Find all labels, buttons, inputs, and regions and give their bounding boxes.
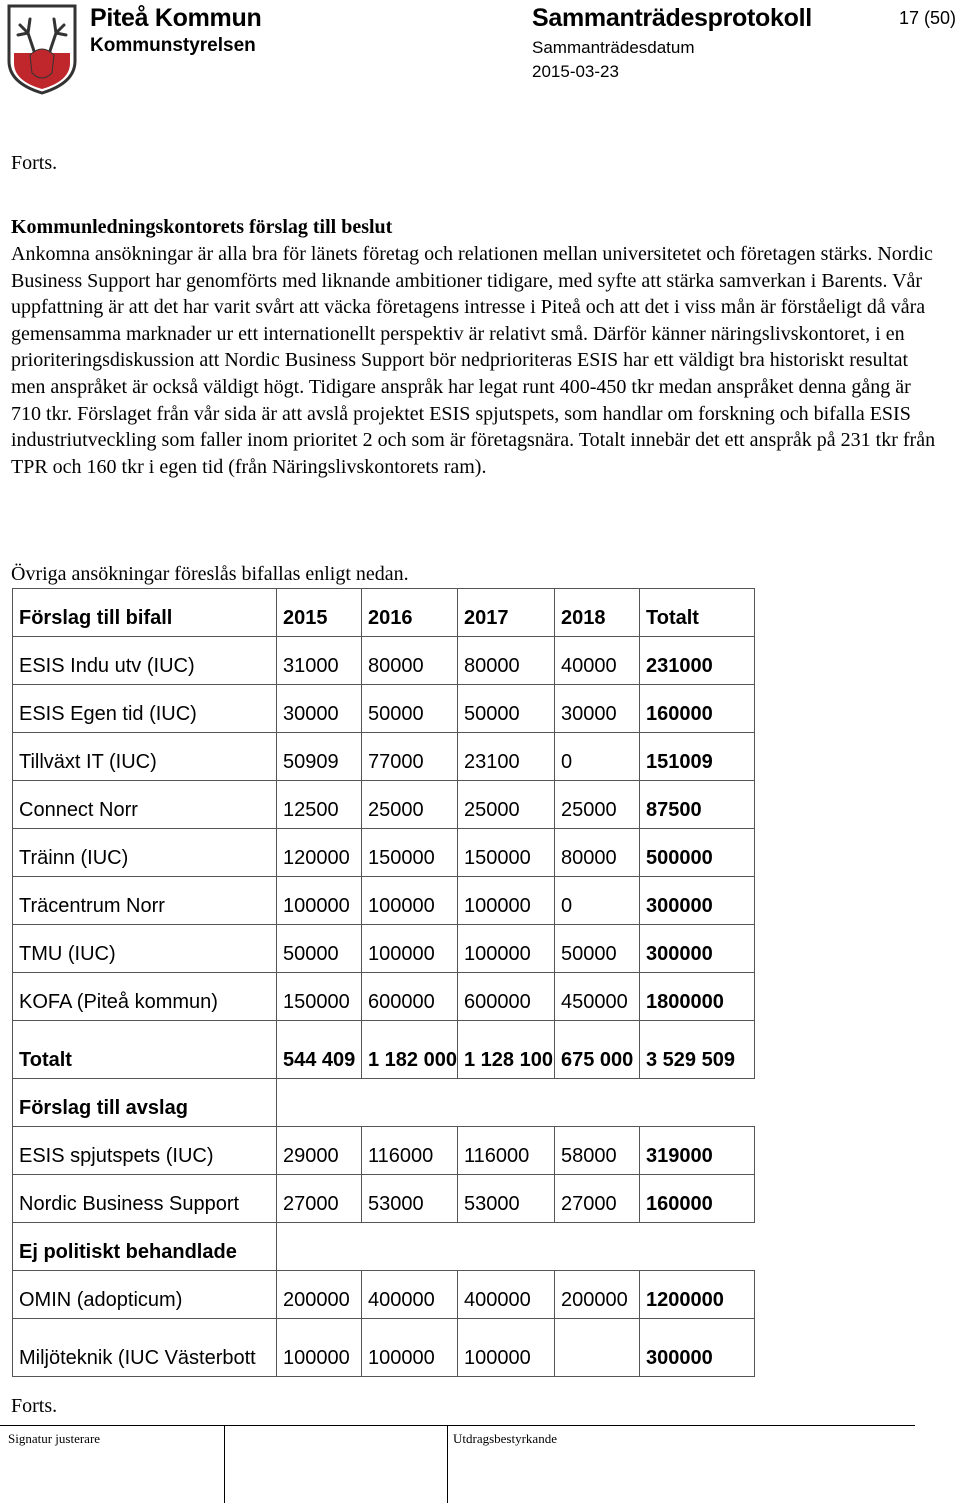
- value-cell: 50909: [277, 733, 362, 781]
- empty-cell: [555, 1223, 640, 1271]
- value-cell: 116000: [458, 1127, 555, 1175]
- value-cell: 160000: [640, 685, 755, 733]
- value-cell: 100000: [458, 1319, 555, 1377]
- value-cell: 231000: [640, 637, 755, 685]
- value-cell: 675 000: [555, 1021, 640, 1079]
- value-cell: 300000: [640, 1319, 755, 1377]
- value-cell: 319000: [640, 1127, 755, 1175]
- value-cell: 2018: [555, 589, 640, 637]
- row-label-cell: ESIS spjutspets (IUC): [13, 1127, 277, 1175]
- empty-cell: [277, 1079, 362, 1127]
- value-cell: 100000: [458, 877, 555, 925]
- total-row: [13, 1021, 755, 1079]
- value-cell: 400000: [458, 1271, 555, 1319]
- row-label-cell: ESIS Egen tid (IUC): [13, 685, 277, 733]
- table-row: [13, 733, 755, 781]
- value-cell: 300000: [640, 877, 755, 925]
- value-cell: Totalt: [640, 589, 755, 637]
- value-cell: 30000: [555, 685, 640, 733]
- value-cell: 0: [555, 733, 640, 781]
- value-cell: 0: [555, 877, 640, 925]
- table-row: [13, 781, 755, 829]
- value-cell: 1 182 000: [362, 1021, 458, 1079]
- funding-table-body: [13, 589, 755, 1377]
- value-cell: 53000: [458, 1175, 555, 1223]
- value-cell: 58000: [555, 1127, 640, 1175]
- value-cell: 30000: [277, 685, 362, 733]
- table-row: [13, 1127, 755, 1175]
- value-cell: 200000: [555, 1271, 640, 1319]
- table-row: [13, 1319, 755, 1377]
- value-cell: 3 529 509: [640, 1021, 755, 1079]
- section-heading: Kommunledningskontorets förslag till beslut: [11, 216, 393, 238]
- row-label-cell: OMIN (adopticum): [13, 1271, 277, 1319]
- meeting-date: 2015-03-23: [532, 62, 619, 81]
- value-cell: 27000: [277, 1175, 362, 1223]
- value-cell: 100000: [458, 925, 555, 973]
- value-cell: 25000: [555, 781, 640, 829]
- value-cell: 2016: [362, 589, 458, 637]
- table-row: [13, 1271, 755, 1319]
- value-cell: 31000: [277, 637, 362, 685]
- row-label-cell: ESIS Indu utv (IUC): [13, 637, 277, 685]
- continued-label-bottom: Forts.: [11, 1395, 58, 1417]
- value-cell: 1800000: [640, 973, 755, 1021]
- value-cell: [555, 1319, 640, 1377]
- value-cell: 300000: [640, 925, 755, 973]
- value-cell: 80000: [362, 637, 458, 685]
- value-cell: 150000: [362, 829, 458, 877]
- value-cell: 100000: [277, 1319, 362, 1377]
- row-label-cell: Tillväxt IT (IUC): [13, 733, 277, 781]
- extract-certification-label: Utdragsbestyrkande: [453, 1431, 557, 1446]
- section-heading-cell: Förslag till avslag: [13, 1079, 277, 1127]
- page-number: 17 (50): [899, 8, 957, 28]
- table-row: [13, 637, 755, 685]
- footer-divider: [224, 1425, 225, 1503]
- empty-cell: [640, 1223, 755, 1271]
- row-label-cell: Träinn (IUC): [13, 829, 277, 877]
- footer-rule: [0, 1425, 915, 1426]
- document-title: Sammanträdesprotokoll: [532, 4, 812, 32]
- value-cell: 450000: [555, 973, 640, 1021]
- empty-cell: [555, 1079, 640, 1127]
- value-cell: 600000: [362, 973, 458, 1021]
- row-label-cell: TMU (IUC): [13, 925, 277, 973]
- value-cell: 50000: [555, 925, 640, 973]
- continued-label: Forts.: [11, 152, 58, 174]
- row-label-cell: Träcentrum Norr: [13, 877, 277, 925]
- value-cell: 116000: [362, 1127, 458, 1175]
- row-label-cell: Miljöteknik (IUC Västerbott: [13, 1319, 277, 1377]
- value-cell: 500000: [640, 829, 755, 877]
- table-row: [13, 1175, 755, 1223]
- empty-cell: [362, 1079, 458, 1127]
- value-cell: 1 128 100: [458, 1021, 555, 1079]
- footer-divider: [447, 1425, 448, 1503]
- value-cell: 53000: [362, 1175, 458, 1223]
- signature-label: Signatur justerare: [8, 1431, 101, 1446]
- value-cell: 150000: [458, 829, 555, 877]
- value-cell: 12500: [277, 781, 362, 829]
- empty-cell: [458, 1079, 555, 1127]
- value-cell: 100000: [362, 925, 458, 973]
- value-cell: 150000: [277, 973, 362, 1021]
- empty-cell: [640, 1079, 755, 1127]
- table-header-row: [13, 589, 755, 637]
- value-cell: 544 409: [277, 1021, 362, 1079]
- value-cell: 600000: [458, 973, 555, 1021]
- unhandled-heading-row: [13, 1223, 755, 1271]
- value-cell: 100000: [277, 877, 362, 925]
- empty-cell: [458, 1223, 555, 1271]
- value-cell: 100000: [362, 1319, 458, 1377]
- value-cell: 87500: [640, 781, 755, 829]
- row-label-cell: Förslag till bifall: [13, 589, 277, 637]
- section-heading-cell: Ej politiskt behandlade: [13, 1223, 277, 1271]
- value-cell: 77000: [362, 733, 458, 781]
- value-cell: 200000: [277, 1271, 362, 1319]
- empty-cell: [277, 1223, 362, 1271]
- table-row: [13, 973, 755, 1021]
- value-cell: 40000: [555, 637, 640, 685]
- value-cell: 25000: [458, 781, 555, 829]
- table-row: [13, 877, 755, 925]
- row-label-cell: Totalt: [13, 1021, 277, 1079]
- value-cell: 23100: [458, 733, 555, 781]
- value-cell: 2017: [458, 589, 555, 637]
- funding-table: [12, 588, 755, 1377]
- row-label-cell: KOFA (Piteå kommun): [13, 973, 277, 1021]
- value-cell: 120000: [277, 829, 362, 877]
- value-cell: 29000: [277, 1127, 362, 1175]
- row-label-cell: Connect Norr: [13, 781, 277, 829]
- value-cell: 80000: [458, 637, 555, 685]
- table-row: [13, 829, 755, 877]
- municipality-crest-icon: [6, 3, 78, 95]
- value-cell: 1200000: [640, 1271, 755, 1319]
- empty-cell: [362, 1223, 458, 1271]
- value-cell: 50000: [277, 925, 362, 973]
- org-name: Piteå Kommun: [90, 4, 262, 32]
- table-row: [13, 685, 755, 733]
- value-cell: 160000: [640, 1175, 755, 1223]
- value-cell: 80000: [555, 829, 640, 877]
- meeting-date-label: Sammanträdesdatum: [532, 38, 695, 57]
- row-label-cell: Nordic Business Support: [13, 1175, 277, 1223]
- other-applications-text: Övriga ansökningar föreslås bifallas enligt nedan.: [11, 563, 409, 585]
- value-cell: 100000: [362, 877, 458, 925]
- value-cell: 50000: [362, 685, 458, 733]
- body-paragraph: [11, 241, 941, 480]
- value-cell: 27000: [555, 1175, 640, 1223]
- table-row: [13, 925, 755, 973]
- org-department: Kommunstyrelsen: [90, 35, 256, 56]
- value-cell: 2015: [277, 589, 362, 637]
- value-cell: 400000: [362, 1271, 458, 1319]
- value-cell: 25000: [362, 781, 458, 829]
- value-cell: 151009: [640, 733, 755, 781]
- reject-heading-row: [13, 1079, 755, 1127]
- body-text: Ankomna ansökningar är alla bra för länets företag och relationen mellan universitetet och företagen stärks. Nordic Business Support har genomförts med liknande ambitioner tidigare, med syfte att stärka samverkan i Barents. Vår uppfattning är att det har varit svårt att väcka företagens intresse i Piteå och att det i viss mån är förståeligt då våra gemensamma marknader ur ett internationellt perspektiv är relativt små. Därför känner näringslivskontoret, i en prioriteringsdiskussion att Nordic Business Support bör nedprioriteras ESIS har ett väldigt bra historiskt resultat men anspråket är också väldigt högt. Tidigare anspråk har legat runt 400-450 tkr medan anspråket denna gång är 710 tkr. Förslaget från vår sida är att avslå projektet ESIS spjutspets, som handlar om forskning och bifalla ESIS industriutveckling som faller inom prioritet 2 och som är företagsnära. Totalt innebär det ett anspråk på 231 tkr från TPR och 160 tkr i egen tid (från Näringslivskontorets ram).: [11, 243, 936, 478]
- value-cell: 50000: [458, 685, 555, 733]
